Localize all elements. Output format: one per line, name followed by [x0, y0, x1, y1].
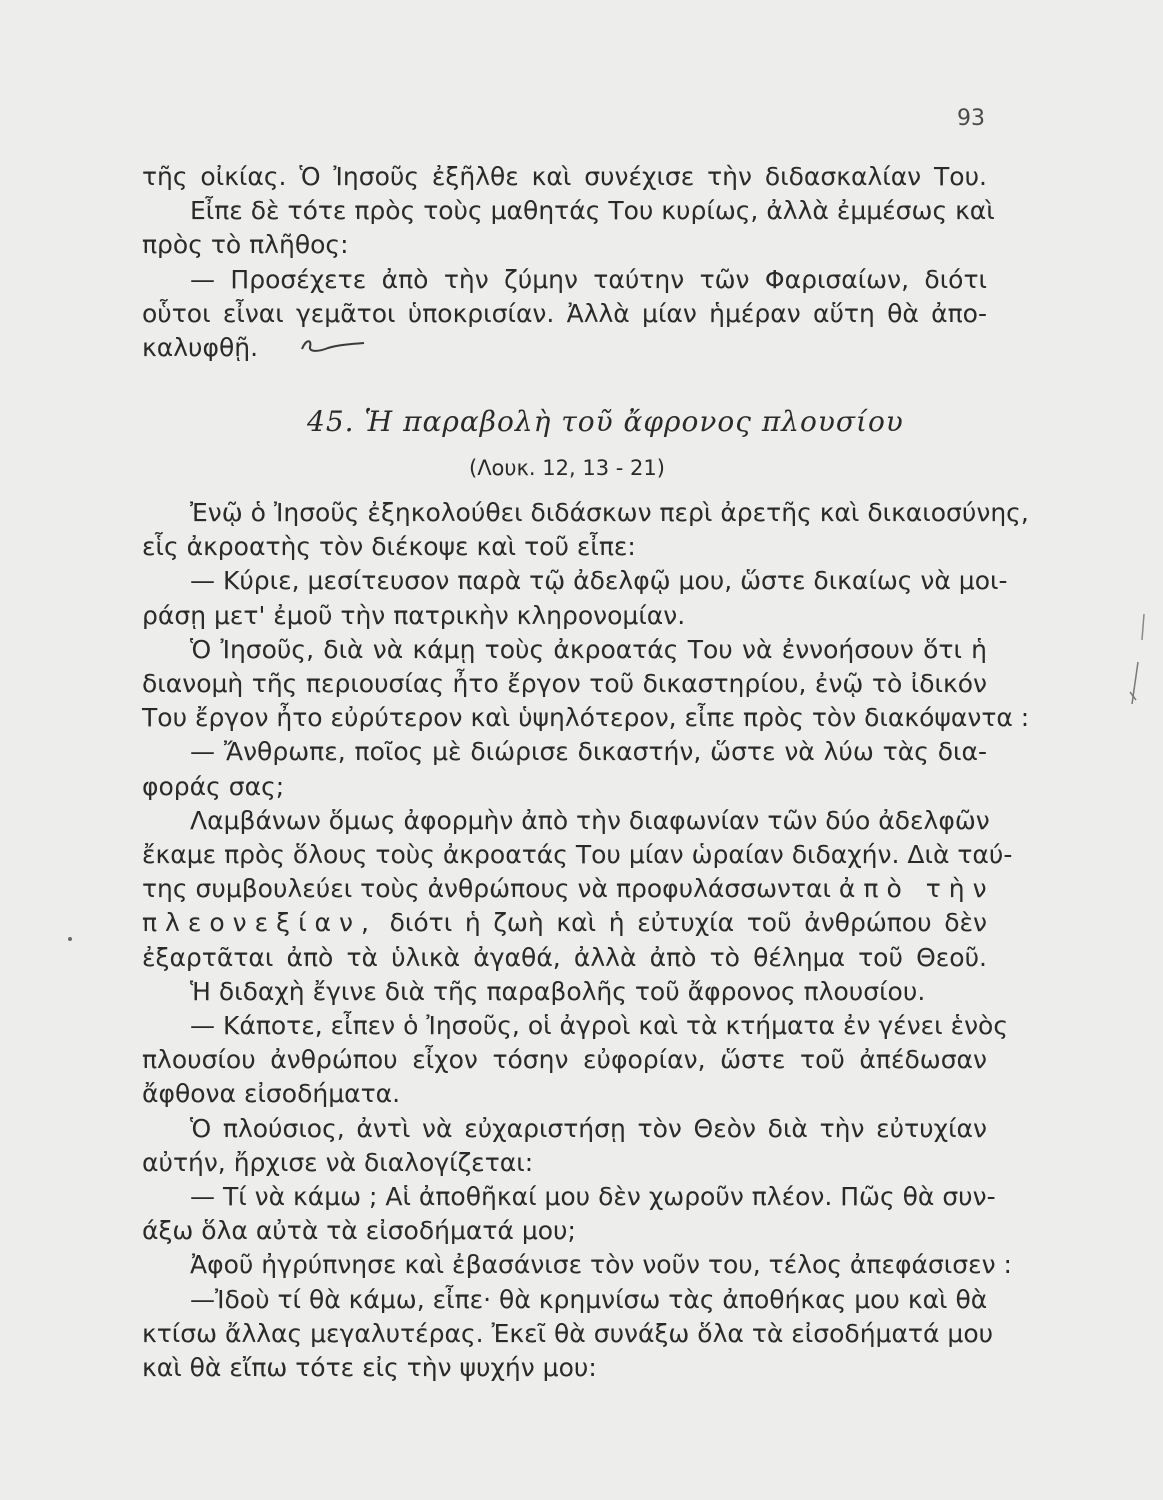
text-line: ἔκαμε πρὸς ὅλους τοὺς ἀκροατάς Του μίαν ὡραίαν διδαχήν. Διὰ ταύ- [142, 840, 1013, 870]
text-line: φοράς σας; [142, 771, 285, 801]
text-line: καὶ θὰ εἴπω τότε εἰς τὴν ψυχήν μου: [142, 1353, 597, 1383]
text-fragment: της συμβουλεύει τοὺς ἀνθρώπους νὰ προφυλάσσωνται [142, 874, 831, 904]
section-heading: 45. Ἡ παραβολὴ τοῦ ἄφρονος πλουσίου [307, 405, 904, 438]
text-line: Ἀφοῦ ἠγρύπνησε καὶ ἐβασάνισε τὸν νοῦν του, τέλος ἀπεφάσισεν : [190, 1250, 1012, 1280]
text-line: Ἡ διδαχὴ ἔγινε διὰ τῆς παραβολῆς τοῦ ἄφρονος πλουσίου. [190, 976, 926, 1006]
scripture-reference: (Λουκ. 12, 13 - 21) [469, 456, 665, 480]
spaced-emphasis: ἀπὸ τὴν [838, 874, 995, 904]
margin-mark-icon [1128, 660, 1142, 708]
spaced-emphasis: πλεονεξίαν, [142, 908, 377, 938]
parable-text [142, 496, 1030, 1385]
text-line: άξω ὅλα αὐτὰ τὰ εἰσοδήματά μου; [142, 1216, 576, 1246]
margin-mark-icon [1138, 612, 1148, 642]
text-line: διανομὴ τῆς περιουσίας ἦτο ἔργον τοῦ δικαστηρίου, ἐνῷ τὸ ἰδικόν [142, 669, 987, 699]
text-line [142, 872, 995, 906]
text-line: Ὁ Ἰησοῦς, διὰ νὰ κάμῃ τοὺς ἀκροατάς Του νὰ ἐννοήσουν ὅτι ἡ [190, 634, 987, 664]
text-line: — Κάποτε, εἶπεν ὁ Ἰησοῦς, οἱ ἀγροὶ καὶ τὰ κτήματα ἐν γένει ἑνὸς [190, 1011, 1009, 1041]
text-line: αὐτήν, ἤρχισε νὰ διαλογίζεται: [142, 1147, 534, 1177]
text-line: — Τί νὰ κάμω ; Αἱ ἀποθῆκαί μου δὲν χωροῦν πλέον. Πῶς θὰ συν- [190, 1182, 996, 1212]
text-line: κτίσω ἄλλας μεγαλυτέρας. Ἐκεῖ θὰ συνάξω ὅλα τὰ εἰσοδήματά μου [142, 1318, 994, 1348]
text-line: — Προσέχετε ἀπὸ τὴν ζύμην ταύτην τῶν Φαρισαίων, διότι [190, 264, 987, 294]
margin-mark-icon [66, 935, 74, 943]
pen-mark-icon [298, 335, 368, 357]
intro-paragraph [142, 160, 995, 365]
text-line: Ἐνῷ ὁ Ἰησοῦς ἐξηκολούθει διδάσκων περὶ ἀρετῆς καὶ δικαιοσύνης, [190, 498, 1029, 527]
text-line: τῆς οἰκίας. Ὁ Ἰησοῦς ἐξῆλθε καὶ συνέχισε τὴν διδασκαλίαν Του. [142, 162, 987, 191]
text-line: πλουσίου ἀνθρώπου εἶχον τόσην εὐφορίαν, ὥστε τοῦ ἀπέδωσαν [142, 1045, 987, 1075]
text-line: πρὸς τὸ πλῆθος: [142, 230, 349, 260]
text-line [142, 906, 987, 940]
text-line: ἐξαρτᾶται ἀπὸ τὰ ὑλικὰ ἀγαθά, ἀλλὰ ἀπὸ τὸ θέλημα τοῦ Θεοῦ. [142, 942, 987, 972]
text-line: Λαμβάνων ὅμως ἀφορμὴν ἀπὸ τὴν διαφωνίαν τῶν δύο ἀδελφῶν [190, 805, 990, 835]
text-line: — Ἄνθρωπε, ποῖος μὲ διώρισε δικαστήν, ὥστε νὰ λύω τὰς δια- [190, 737, 987, 767]
text-line: Του ἔργον ἦτο εὐρύτερον καὶ ὑψηλότερον, εἶπε πρὸς τὸν διακόψαντα : [142, 703, 1030, 733]
text-line: Εἶπε δὲ τότε πρὸς τοὺς μαθητάς Του κυρίως, ἀλλὰ ἐμμέσως καὶ [190, 196, 995, 226]
text-line: Ὁ πλούσιος, ἀντὶ νὰ εὐχαριστήσῃ τὸν Θεὸν διὰ τὴν εὐτυχίαν [190, 1113, 987, 1143]
text-line: οὗτοι εἶναι γεμᾶτοι ὑποκρισίαν. Ἀλλὰ μίαν ἡμέραν αὕτη θὰ ἀπο- [142, 298, 987, 328]
page-number: 93 [957, 106, 985, 131]
text-line: καλυφθῇ. [142, 333, 259, 363]
text-line: —Ἰδοὺ τί θὰ κάμω, εἶπε· θὰ κρημνίσω τὰς ἀποθήκας μου καὶ θὰ [190, 1284, 988, 1314]
text-line: εἷς ἀκροατὴς τὸν διέκοψε καὶ τοῦ εἶπε: [142, 532, 636, 562]
text-line: ράσῃ μετ' ἐμοῦ τὴν πατρικὴν κληρονομίαν. [142, 600, 686, 630]
text-fragment: διότι ἡ ζωὴ καὶ ἡ εὐτυχία τοῦ ἀνθρώπου δὲν [389, 908, 987, 938]
text-line: — Κύριε, μεσίτευσον παρὰ τῷ ἀδελφῷ μου, ὥστε δικαίως νὰ μοι- [190, 566, 1008, 596]
text-line: ἄφθονα εἰσοδήματα. [142, 1079, 401, 1109]
